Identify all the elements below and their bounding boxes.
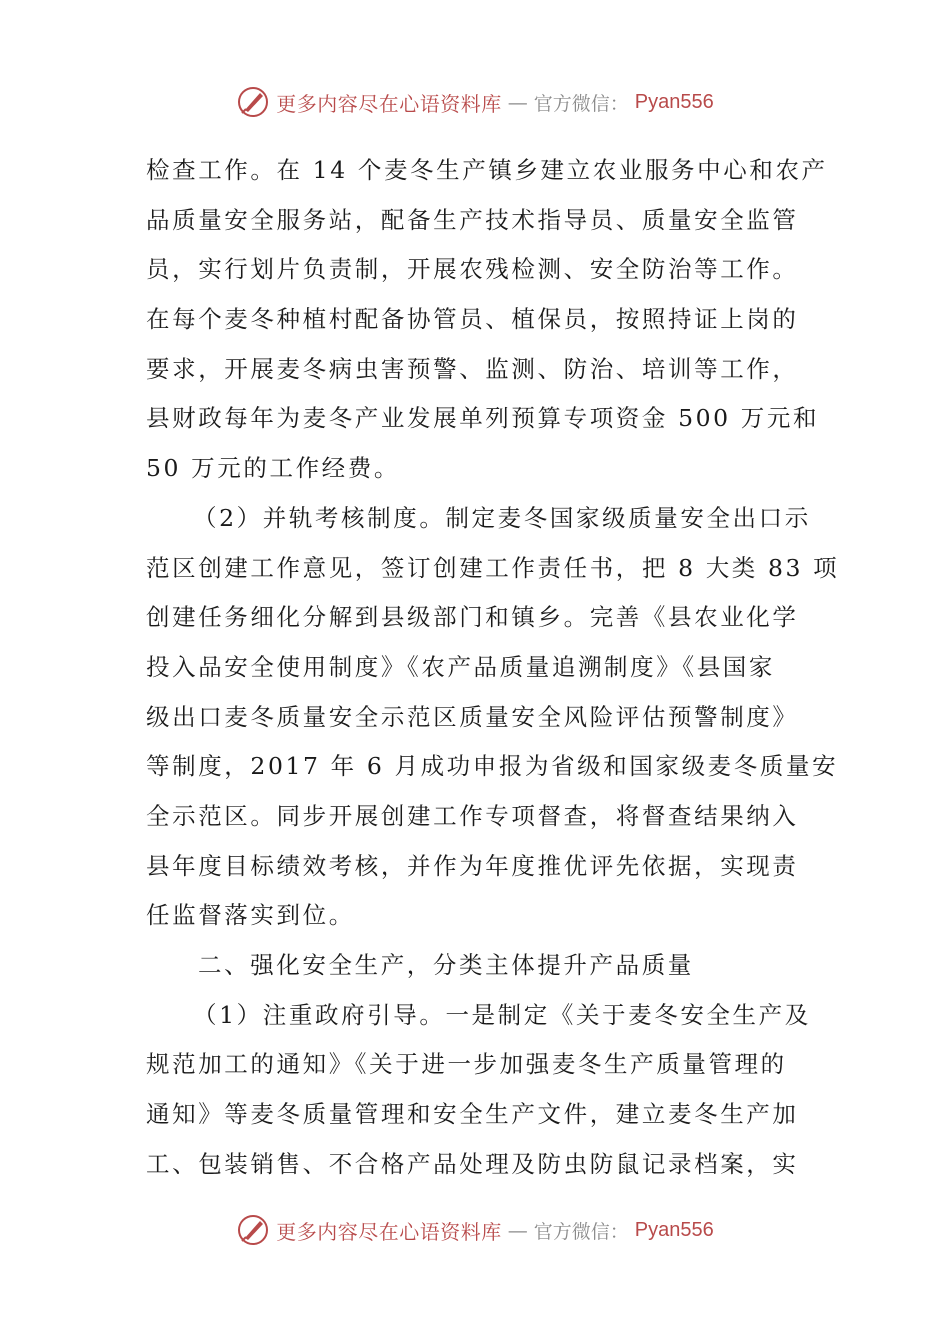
- footer-wechat-handle: Pyan556: [634, 1218, 714, 1241]
- paragraph-1: [146, 146, 828, 494]
- text-line: 规范加工的通知》《关于进一步加强麦冬生产质量管理的: [146, 1050, 787, 1079]
- text-line: 等制度，2017 年 6 月成功申报为省级和国家级麦冬质量安: [146, 752, 839, 781]
- text-line: 任监督落实到位。: [146, 901, 355, 930]
- text-line: 通知》等麦冬质量管理和安全生产文件，建立麦冬生产加: [146, 1100, 799, 1129]
- pen-logo-icon: [236, 85, 270, 119]
- text-line: 品质量安全服务站，配备生产技术指导员、质量安全监管: [146, 205, 799, 234]
- header-wechat-handle: Pyan556: [634, 90, 714, 113]
- text-line: 要求，开展麦冬病虫害预警、监测、防治、培训等工作，: [146, 354, 799, 383]
- footer-wechat-label: 官方微信：: [533, 1220, 629, 1243]
- text-line: 级出口麦冬质量安全示范区质量安全风险评估预警制度》: [146, 702, 799, 731]
- text-line: 创建任务细化分解到县级部门和镇乡。完善《县农业化学: [146, 603, 799, 632]
- text-line: 县年度目标绩效考核，并作为年度推优评先依据，实现责: [146, 851, 799, 880]
- text-line: 50 万元的工作经费。: [146, 454, 400, 483]
- text-line: （1）注重政府引导。一是制定《关于麦冬安全生产及: [193, 1000, 811, 1029]
- header-dash: —: [507, 90, 528, 114]
- footer-dash: —: [507, 1218, 528, 1242]
- footer-watermark-banner: [0, 1210, 950, 1250]
- header-wechat-label: 官方微信：: [533, 92, 629, 115]
- text-line: （2）并轨考核制度。制定麦冬国家级质量安全出口示: [193, 503, 811, 532]
- section-heading-text: 二、强化安全生产，分类主体提升产品质量: [198, 951, 694, 979]
- paragraph-2: [146, 494, 840, 941]
- paragraph-3: [146, 991, 811, 1190]
- text-line: 投入品安全使用制度》《农产品质量追溯制度》《县国家: [146, 652, 775, 681]
- text-line: 员，实行划片负责制，开展农残检测、安全防治等工作。: [146, 255, 799, 284]
- pen-logo-icon: [236, 1213, 270, 1247]
- section-heading: [146, 941, 808, 991]
- footer-site-name: 更多内容尽在心语资料库: [276, 1219, 502, 1244]
- header-site-name: 更多内容尽在心语资料库: [276, 91, 502, 116]
- text-line: 范区创建工作意见，签订创建工作责任书，把 8 大类 83 项: [146, 553, 840, 582]
- header-watermark-banner: [0, 82, 950, 122]
- text-line: 全示范区。同步开展创建工作专项督查，将督查结果纳入: [146, 801, 799, 830]
- text-line: 检查工作。在 14 个麦冬生产镇乡建立农业服务中心和农产: [146, 156, 828, 184]
- document-body: [146, 146, 840, 1189]
- text-line: 在每个麦冬种植村配备协管员、植保员，按照持证上岗的: [146, 305, 799, 334]
- text-line: 县财政每年为麦冬产业发展单列预算专项资金 500 万元和: [146, 404, 820, 433]
- text-line: 工、包装销售、不合格产品处理及防虫防鼠记录档案，实: [146, 1149, 799, 1178]
